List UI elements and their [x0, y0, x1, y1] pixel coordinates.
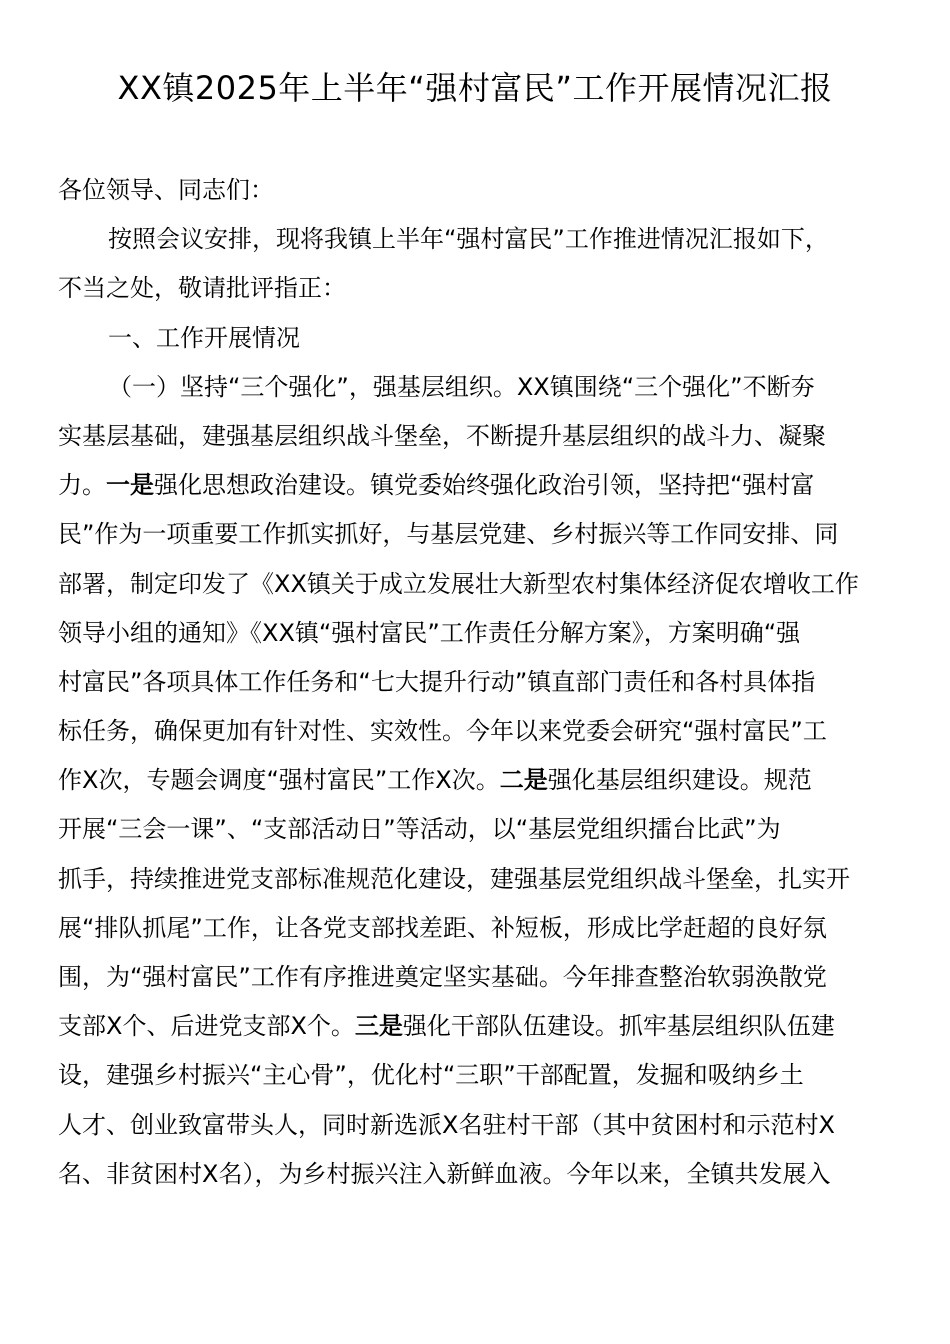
para-line-3-text-a: 力。: [58, 471, 106, 500]
para-line-3: [58, 461, 898, 510]
para-line-5: 部署，制定印发了《XX镇关于成立发展壮大新型农村集体经济促农增收工作: [58, 569, 859, 598]
intro-line-2: 不当之处，敬请批评指正：: [58, 274, 346, 303]
para-line-14: [58, 1002, 898, 1051]
intro-line-1: 按照会议安排，现将我镇上半年“强村富民”工作推进情况汇报如下，: [108, 225, 829, 254]
para-line-16: 人才、创业致富带头人，同时新选派Х名驻村干部（其中贫困村和示范村Х: [58, 1110, 835, 1139]
greeting: 各位领导、同志们：: [58, 176, 274, 204]
document-title: XX镇2025年上半年“强村富民”工作开展情况汇报: [117, 69, 833, 107]
section-heading: 一、工作开展情况: [108, 323, 300, 352]
point-three-label: 三是: [354, 1012, 403, 1041]
point-one-label: 一是: [106, 471, 154, 500]
para-line-12: 展“排队抓尾”工作，让各党支部找差距、补短板，形成比学赶超的良好氛: [58, 913, 827, 942]
para-line-11: 抓手，持续推进党支部标准规范化建设，建强基层党组织战斗堡垒，扎实开: [58, 864, 850, 893]
para-line-17: 名、非贫困村Х名），为乡村振兴注入新鲜血液。今年以来，全镇共发展入: [58, 1159, 831, 1188]
para-line-10: 开展“三会一课”、“支部活动日”等活动，以“基层党组织擂台比武”为: [58, 815, 781, 844]
para-line-14-text-b: 强化干部队伍建设。抓牢基层组织队伍建: [402, 1012, 835, 1041]
para-line-8: 标任务，确保更加有针对性、实效性。今年以来党委会研究“强村富民”工: [58, 717, 827, 746]
para-line-9-text-a: 作Х次，专题会调度“强村富民”工作Х次。: [58, 766, 500, 795]
point-two-label: 二是: [499, 766, 548, 795]
para-line-3-text-b: 强化思想政治建设。镇党委始终强化政治引领，坚持把“强村富: [154, 471, 815, 500]
para-line-6: 领导小组的通知》《XX镇“强村富民”工作责任分解方案》，方案明确“强: [58, 618, 801, 647]
para-line-15: 设，建强乡村振兴“主心骨”，优化村“三职”干部配置，发掘和吸纳乡土: [58, 1061, 804, 1090]
para-line-4: 民”作为一项重要工作抓实抓好，与基层党建、乡村振兴等工作同安排、同: [58, 520, 839, 549]
para-line-9-text-b: 强化基层组织建设。规范: [547, 766, 812, 795]
para-line-2: 实基层基础，建强基层组织战斗堡垒，不断提升基层组织的战斗力、凝聚: [58, 421, 826, 450]
para-line-14-text-a: 支部Х个、后进党支部Х个。: [58, 1012, 355, 1041]
para-line-1: （一）坚持“三个强化”，强基层组织。XX镇围绕“三个强化”不断夯: [108, 372, 815, 401]
para-line-9: [58, 756, 898, 805]
para-line-13: 围，为“强村富民”工作有序推进奠定坚实基础。今年排查整治软弱涣散党: [58, 963, 827, 991]
para-line-7: 村富民”各项具体工作任务和“七大提升行动”镇直部门责任和各村具体指: [58, 667, 816, 696]
document-body: [58, 166, 898, 1199]
